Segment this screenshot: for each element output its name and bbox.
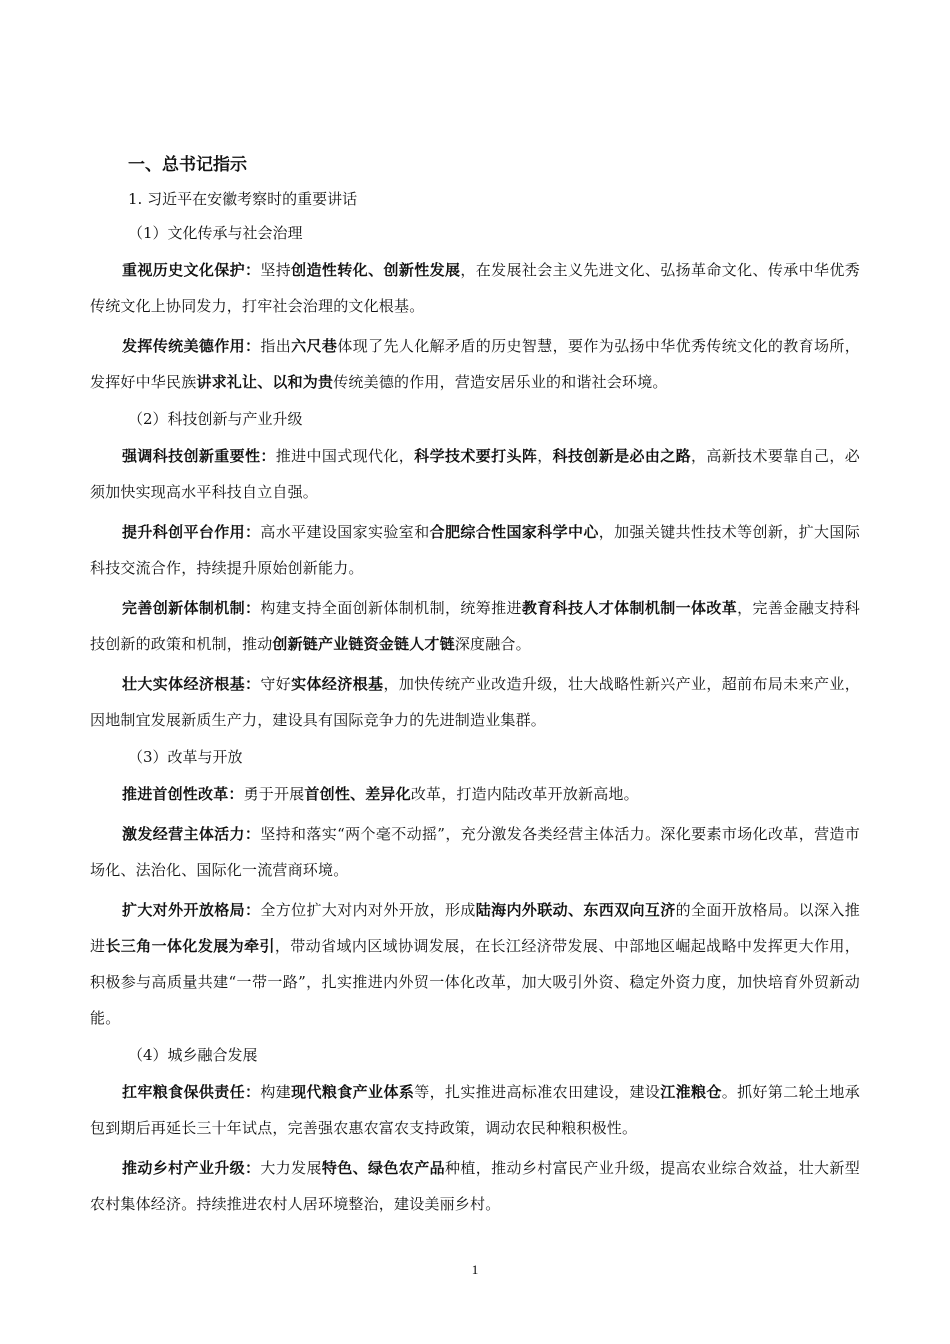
- bold-text: 提升科创平台作用：: [122, 523, 261, 541]
- text-run: 大力发展: [260, 1159, 322, 1177]
- section-subheading: （1）文化传承与社会治理: [128, 224, 303, 242]
- text-run: 种植，推动乡村富民产业升级，提高农业综合效益，壮大新型农村集体经济。持续推进农村人居环境整治，建设美丽乡村。: [90, 1159, 860, 1213]
- paragraph: [90, 1150, 860, 1222]
- bold-text: 扩大对外开放格局：: [122, 901, 261, 919]
- paragraph: [90, 1074, 860, 1146]
- paragraph: [90, 590, 860, 662]
- bold-text: 实体经济根基: [291, 675, 384, 693]
- text-run: 深度融合。: [454, 635, 531, 653]
- bold-text: 合肥综合性国家科学中心: [429, 523, 599, 541]
- text-run: ，完善金融支持科技创新的政策和机制，推动: [90, 599, 860, 653]
- text-run: 等，扎实推进高标准农田建设，建设: [414, 1083, 661, 1101]
- bold-text: 现代粮食产业体系: [291, 1083, 415, 1101]
- text-run: 守好: [260, 675, 292, 693]
- bold-text: 首创性、差异化: [304, 785, 411, 803]
- bold-text: 特色、绿色农产品: [321, 1159, 445, 1177]
- subsection-heading: 1. 习近平在安徽考察时的重要讲话: [128, 190, 358, 208]
- text-run: 推进中国式现代化，: [275, 447, 415, 465]
- bold-text: 推进首创性改革：: [122, 785, 244, 803]
- paragraph: [90, 438, 860, 510]
- bold-text: 发挥传统美德作用：: [122, 337, 261, 355]
- text-run: 改革，打造内陆改革开放新高地。: [410, 785, 639, 803]
- bold-text: 重视历史文化保护：: [122, 261, 261, 279]
- page-number: 1: [471, 1262, 479, 1277]
- paragraph: [90, 776, 860, 812]
- text-run: 高水平建设国家实验室和: [260, 523, 430, 541]
- section-subheading: （3）改革与开放: [128, 748, 243, 766]
- paragraph: [90, 252, 860, 324]
- text-run: ，加强关键共性技术等创新，扩大国际科技交流合作，持续提升原始创新能力。: [90, 523, 861, 577]
- paragraph: [90, 816, 860, 888]
- section-heading: 一、总书记指示: [128, 155, 247, 175]
- text-run: 传统美德的作用，营造安居乐业的和谐社会环境。: [333, 373, 668, 391]
- text-run: 坚持: [260, 261, 292, 279]
- bold-text: 江淮粮仓: [660, 1083, 722, 1101]
- bold-text: 壮大实体经济根基：: [122, 675, 261, 693]
- text-run: 坚持和落实“两个毫不动摇”，充分激发各类经营主体活力。深化要素市场化改革，营造市场化、法治化、国际化一流营商环境。: [90, 825, 860, 879]
- bold-text: 扛牢粮食保供责任：: [122, 1083, 261, 1101]
- bold-text: 完善创新体制机制：: [122, 599, 261, 617]
- text-run: 指出: [260, 337, 292, 355]
- bold-text: 教育科技人才体制机制一体改革: [521, 599, 738, 617]
- bold-text: 长三角一体化发展为牵引: [105, 937, 275, 955]
- text-run: ，在发展社会主义先进文化、弘扬革命文化、传承中华优秀传统文化上协同发力，打牢社会治理的文化根基。: [90, 261, 861, 315]
- text-run: 体现了先人化解矛盾的历史智慧，要作为弘扬中华优秀传统文化的教育场所，发挥好中华民族: [90, 337, 860, 391]
- text-run: ，高新技术要靠自己，必须加快实现高水平科技自立自强。: [90, 447, 860, 501]
- bold-text: 讲求礼让、以和为贵: [196, 373, 334, 391]
- bold-text: 创新链产业链资金链人才链: [272, 635, 455, 653]
- text-run: 构建: [260, 1083, 292, 1101]
- paragraph: [90, 666, 860, 738]
- bold-text: 科技创新是必由之路: [552, 447, 692, 465]
- text-run: 构建支持全面创新体制机制，统筹推进: [260, 599, 522, 617]
- paragraph: [90, 514, 860, 586]
- text-run: ，带动省域内区域协调发展，在长江经济带发展、中部地区崛起战略中发挥更大作用，积极参与高质量共建“一带一路”，扎实推进内外贸一体化改革，加大吸引外资、稳定外资力度，加快培育外贸新动能。: [90, 937, 861, 1027]
- text-run: ，: [537, 447, 553, 465]
- bold-text: 六尺巷: [291, 337, 338, 355]
- document-body: [90, 218, 860, 1222]
- text-run: 。抓好第二轮土地承包到期后再延长三十年试点，完善强农惠农富农支持政策，调动农民种粮积极性。: [90, 1083, 860, 1137]
- section-subheading: （4）城乡融合发展: [128, 1046, 258, 1064]
- text-run: ，加快传统产业改造升级，壮大战略性新兴产业，超前布局未来产业，因地制宜发展新质生产力，建设具有国际竞争力的先进制造业集群。: [90, 675, 860, 729]
- bold-text: 激发经营主体活力：: [122, 825, 261, 843]
- bold-text: 科学技术要打头阵: [414, 447, 538, 465]
- paragraph: [90, 328, 860, 400]
- bold-text: 陆海内外联动、东西双向互济: [475, 901, 676, 919]
- text-run: 勇于开展: [243, 785, 305, 803]
- section-subheading: （2）科技创新与产业升级: [128, 410, 303, 428]
- bold-text: 创造性转化、创新性发展: [291, 261, 461, 279]
- bold-text: 推动乡村产业升级：: [122, 1159, 261, 1177]
- paragraph: [90, 892, 860, 1036]
- bold-text: 强调科技创新重要性：: [122, 447, 276, 465]
- text-run: 全方位扩大对内对外开放，形成: [260, 901, 476, 919]
- text-run: 的全面开放格局。以深入推进: [90, 901, 860, 955]
